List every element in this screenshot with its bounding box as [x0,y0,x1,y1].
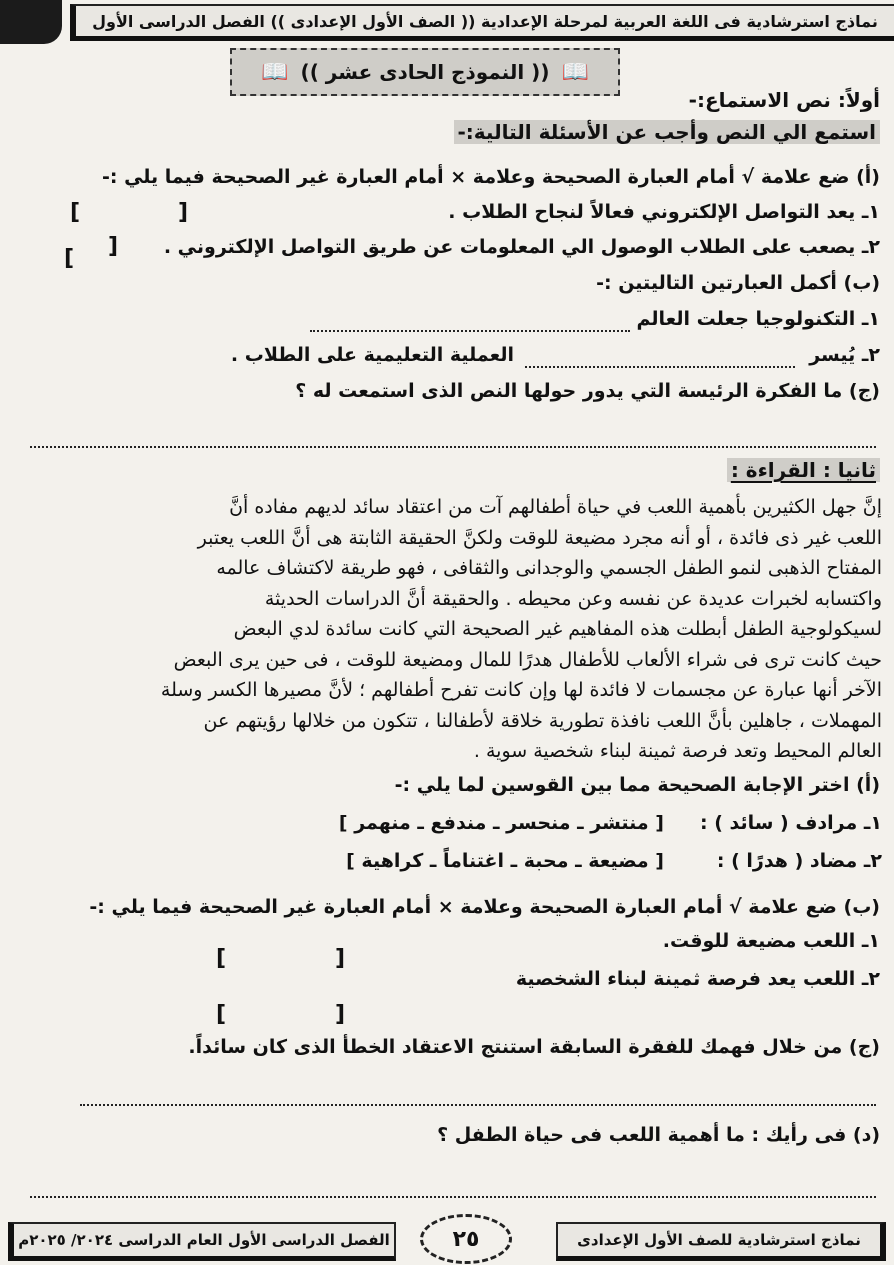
passage-line: المفتاح الذهبى لنمو الطفل الجسمي والوجدانى والثقافى ، فهو طريقة لاكتشاف عالمه [216,557,882,579]
answer-line[interactable] [525,366,795,368]
passage-line: المهملات ، جاهلين بأنَّ اللعب نافذة تطورية خلاقة لأطفالنا ، تتكون من خلالها رؤيتهم عن [203,709,882,732]
answer-bracket-close: ] [64,246,75,271]
page-number: ٢٥ [420,1214,512,1264]
footer-right: نماذج استرشادية للصف الأول الإعدادى [556,1222,886,1261]
reading-heading [727,458,880,482]
passage-line: لسيكولوجية الطفل أبطلت هذه المفاهيم غير الصحيحة التي كانت سائدة لدي البعض [233,618,882,640]
listening-a-item2: ٢ـ يصعب على الطلاب الوصول الي المعلومات عن طريق التواصل الإلكتروني . [163,236,880,258]
reading-b-item1: ١ـ اللعب مضيعة للوقت. [662,930,880,952]
answer-bracket-open: [ [108,234,119,259]
passage-line: الآخر أنها عبارة عن مجسمات لا فائدة لها وإن كانت تفرح أطفالهم ؛ لأنَّ مصيرها الكسر وسلة [160,679,882,701]
answer-line[interactable] [80,1104,876,1106]
reading-a-item1-choices: [ منتشر ـ منحسر ـ مندفع ـ منهمر ] [338,812,664,834]
answer-bracket-open: [ [335,946,346,971]
reading-d-question: (د) فى رأيك : ما أهمية اللعب فى حياة الطفل ؟ [437,1124,880,1146]
answer-bracket-close: ] [70,200,81,225]
reading-a-item2-choices: [ مضيعة ـ محبة ـ اغتناماً ـ كراهية ] [346,850,664,872]
answer-line[interactable] [30,446,876,448]
answer-bracket-close: ] [216,1002,227,1027]
answer-bracket-open: [ [335,1002,346,1027]
listening-b-title: (ب) أكمل العبارتين التاليتين :- [596,272,880,294]
answer-line[interactable] [310,330,630,332]
listening-heading: أولاً: نص الاستماع:- [688,88,880,112]
reading-c-question: (ج) من خلال فهمك للفقرة السابقة استنتج الاعتقاد الخطأ الذى كان سائداً. [188,1036,880,1058]
listening-b-item2-start: ٢ـ يُيسر [809,344,880,366]
model-title-box [230,48,620,96]
answer-bracket-close: ] [216,946,227,971]
listening-instruction-text: استمع الي النص وأجب عن الأسئلة التالية:- [454,120,881,144]
book-icon: 📖 [561,59,589,85]
book-icon: 📖 [261,59,289,85]
reading-heading-text: ثانيا : القراءة : [727,458,880,482]
reading-a-title: (أ) اختر الإجابة الصحيحة مما بين القوسين لما يلي :- [394,774,880,796]
footer-left: الفصل الدراسى الأول العام الدراسى ٢٠٢٤/ ٢٠٢٥م [8,1222,396,1261]
answer-bracket-open: [ [178,200,189,225]
corner-tab [0,0,62,44]
reading-passage [0,492,882,767]
model-title: (( النموذج الحادى عشر )) [300,60,550,84]
passage-line: العالم المحيط وتعد فرصة ثمينة لبناء شخصية سوية . [473,740,882,762]
listening-instruction [454,120,881,144]
passage-line: حيث كانت ترى فى شراء الألعاب للأطفال هدرًا للمال ومضيعة للوقت ، فى حين يرى البعض [173,648,882,671]
listening-b-item2-end: العملية التعليمية على الطلاب . [230,344,514,366]
answer-line[interactable] [30,1196,876,1198]
passage-line: إنَّ جهل الكثيرين بأهمية اللعب في حياة أطفالهم آت من اعتقاد سائد لديهم مفاده أنَّ [229,496,882,518]
reading-a-item1-label: ١ـ مرادف ( سائد ) : [700,812,882,834]
passage-line: واكتسابه لخبرات عديدة عن نفسه وعن محيطه . والحقيقة أنَّ الدراسات الحديثة [264,587,882,610]
page-header: نماذج استرشادية فى اللغة العربية لمرحلة الإعدادية (( الصف الأول الإعدادى )) الفصل الدراسى الأول [70,4,894,41]
listening-b-item1: ١ـ التكنولوجيا جعلت العالم [636,308,880,330]
reading-b-title: (ب) ضع علامة √ أمام العبارة الصحيحة وعلامة × أمام العبارة غير الصحيحة فيما يلي :- [89,896,880,918]
reading-b-item2: ٢ـ اللعب يعد فرصة ثمينة لبناء الشخصية [515,968,880,990]
passage-line: اللعب غير ذى فائدة ، أو أنه مجرد مضيعة للوقت ولكنَّ الحقيقة الثابتة هى أنَّ اللعب يعتبر [197,526,882,549]
reading-a-item2-label: ٢ـ مضاد ( هدرًا ) : [716,850,882,872]
listening-a-title: (أ) ضع علامة √ أمام العبارة الصحيحة وعلامة × أمام العبارة غير الصحيحة فيما يلي :- [101,166,880,188]
listening-c-question: (ج) ما الفكرة الرئيسة التي يدور حولها النص الذى استمعت له ؟ [295,380,880,402]
listening-a-item1: ١ـ يعد التواصل الإلكتروني فعالاً لنجاح الطلاب . [448,201,880,223]
